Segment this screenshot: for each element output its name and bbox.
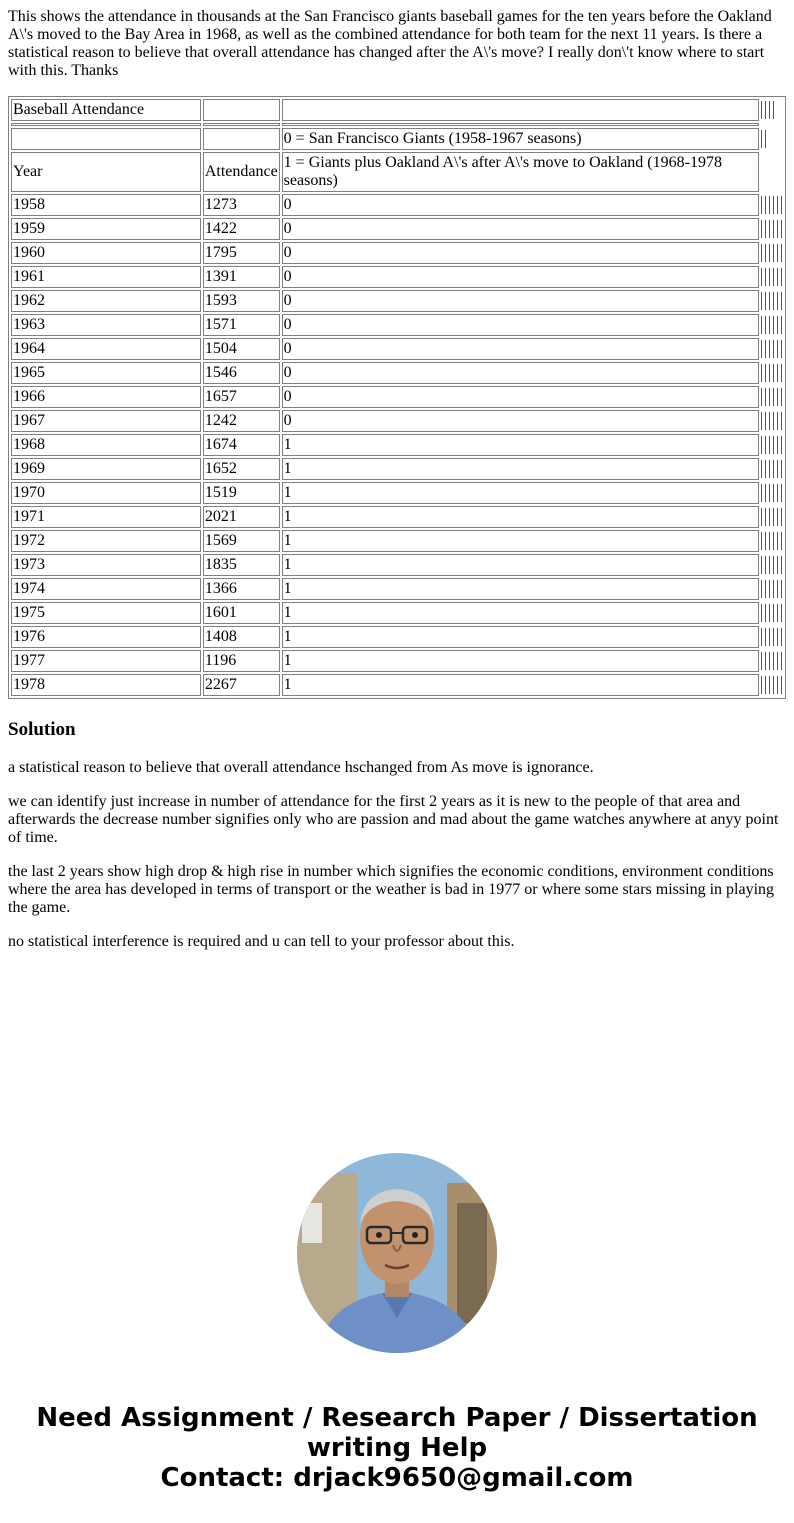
empty-cell <box>761 152 783 192</box>
year-cell: 1973 <box>11 554 201 576</box>
table-row <box>11 530 783 552</box>
decorative-bars <box>761 99 783 121</box>
year-cell: 1976 <box>11 626 201 648</box>
table-row <box>11 386 783 408</box>
col-year-header: Year <box>11 152 201 192</box>
year-cell: 1962 <box>11 290 201 312</box>
attendance-cell: 1391 <box>203 266 280 288</box>
year-cell: 1977 <box>11 650 201 672</box>
attendance-cell: 1795 <box>203 242 280 264</box>
decorative-bars <box>761 290 783 312</box>
decorative-bars <box>761 218 783 240</box>
promo-banner <box>0 1403 794 1493</box>
decorative-bars <box>761 386 783 408</box>
year-cell: 1966 <box>11 386 201 408</box>
year-cell: 1967 <box>11 410 201 432</box>
attendance-cell: 1571 <box>203 314 280 336</box>
decorative-bars <box>761 530 783 552</box>
team-code-cell: 0 <box>282 338 759 360</box>
header-row <box>11 152 783 192</box>
decorative-bars <box>761 578 783 600</box>
team-code-cell: 0 <box>282 218 759 240</box>
team-code-cell: 0 <box>282 194 759 216</box>
table-row <box>11 650 783 672</box>
team-code-cell: 0 <box>282 290 759 312</box>
attendance-cell: 1546 <box>203 362 280 384</box>
team-code-cell: 0 <box>282 386 759 408</box>
solution-paragraph: we can identify just increase in number of attendance for the first 2 years as it is new to the people of that area and afterwards the decrease number signifies only who are passion and mad about the game watches anywhere at anyy point of time. <box>8 793 779 846</box>
table-row <box>11 578 783 600</box>
table-row <box>11 314 783 336</box>
year-cell: 1964 <box>11 338 201 360</box>
table-row <box>11 482 783 504</box>
attendance-cell: 1422 <box>203 218 280 240</box>
table-row <box>11 506 783 528</box>
table-row <box>11 338 783 360</box>
table-row <box>11 362 783 384</box>
attendance-cell: 1196 <box>203 650 280 672</box>
solution-paragraph: no statistical interference is required and u can tell to your professor about this. <box>8 933 515 950</box>
legend-0: 0 = San Francisco Giants (1958-1967 seasons) <box>282 128 759 150</box>
year-cell: 1971 <box>11 506 201 528</box>
year-cell: 1960 <box>11 242 201 264</box>
table-title: Baseball Attendance <box>11 99 201 121</box>
decorative-bars <box>761 626 783 648</box>
year-cell: 1969 <box>11 458 201 480</box>
attendance-cell: 2021 <box>203 506 280 528</box>
table-row <box>11 458 783 480</box>
solution-paragraph: a statistical reason to believe that overall attendance hschanged from As move is ignorance. <box>8 759 594 776</box>
table-row <box>11 434 783 456</box>
year-cell: 1963 <box>11 314 201 336</box>
decorative-bars <box>761 434 783 456</box>
attendance-cell: 1273 <box>203 194 280 216</box>
separator-row <box>11 123 783 126</box>
year-cell: 1975 <box>11 602 201 624</box>
team-code-cell: 1 <box>282 434 759 456</box>
year-cell: 1959 <box>11 218 201 240</box>
legend0-row <box>11 128 783 150</box>
team-code-cell: 0 <box>282 242 759 264</box>
team-code-cell: 1 <box>282 554 759 576</box>
author-avatar <box>297 1153 497 1353</box>
attendance-cell: 1601 <box>203 602 280 624</box>
empty-cell <box>203 128 280 150</box>
legend-1: 1 = Giants plus Oakland A\'s after A\'s move to Oakland (1968-1978 seasons) <box>282 152 759 192</box>
decorative-bars <box>761 362 783 384</box>
year-cell: 1961 <box>11 266 201 288</box>
decorative-bars <box>761 410 783 432</box>
attendance-cell: 1242 <box>203 410 280 432</box>
team-code-cell: 1 <box>282 674 759 696</box>
table-title-row <box>11 99 783 121</box>
decorative-bars <box>761 338 783 360</box>
team-code-cell: 0 <box>282 410 759 432</box>
attendance-cell: 1652 <box>203 458 280 480</box>
team-code-cell: 1 <box>282 482 759 504</box>
col-attendance-header: Attendance <box>203 152 280 192</box>
team-code-cell: 0 <box>282 362 759 384</box>
year-cell: 1972 <box>11 530 201 552</box>
table-row <box>11 626 783 648</box>
year-cell: 1965 <box>11 362 201 384</box>
table-row <box>11 290 783 312</box>
promo-contact: Contact: drjack9650@gmail.com <box>160 1463 634 1493</box>
year-cell: 1968 <box>11 434 201 456</box>
team-code-cell: 1 <box>282 530 759 552</box>
table-row <box>11 602 783 624</box>
year-cell: 1974 <box>11 578 201 600</box>
decorative-bars <box>761 266 783 288</box>
team-code-cell: 0 <box>282 266 759 288</box>
empty-cell <box>11 128 201 150</box>
decorative-bars <box>761 482 783 504</box>
team-code-cell: 0 <box>282 314 759 336</box>
year-cell: 1970 <box>11 482 201 504</box>
decorative-bars <box>761 458 783 480</box>
decorative-bars <box>761 194 783 216</box>
table-row <box>11 410 783 432</box>
attendance-cell: 1593 <box>203 290 280 312</box>
attendance-table <box>8 96 786 699</box>
table-row <box>11 218 783 240</box>
solution-paragraph: the last 2 years show high drop & high rise in number which signifies the economic conditions, environment conditions where the area has developed in terms of transport or the weather is bad in 1977 or where some stars missing in playing the game. <box>8 863 775 916</box>
attendance-cell: 1657 <box>203 386 280 408</box>
attendance-cell: 2267 <box>203 674 280 696</box>
empty-cell <box>282 99 759 121</box>
decorative-bars <box>761 674 783 696</box>
table-row <box>11 674 783 696</box>
team-code-cell: 1 <box>282 458 759 480</box>
decorative-bars <box>761 128 783 150</box>
decorative-bars <box>761 242 783 264</box>
team-code-cell: 1 <box>282 650 759 672</box>
promo-line: Need Assignment / Research Paper / Dissertation <box>36 1403 758 1433</box>
attendance-cell: 1408 <box>203 626 280 648</box>
promo-line: writing Help <box>306 1433 488 1463</box>
team-code-cell: 1 <box>282 506 759 528</box>
team-code-cell: 1 <box>282 578 759 600</box>
empty-cell <box>203 99 280 121</box>
table-row <box>11 266 783 288</box>
solution-heading: Solution <box>8 719 76 740</box>
table-row <box>11 242 783 264</box>
table-row <box>11 554 783 576</box>
year-cell: 1978 <box>11 674 201 696</box>
decorative-bars <box>761 506 783 528</box>
attendance-cell: 1674 <box>203 434 280 456</box>
decorative-bars <box>761 314 783 336</box>
attendance-cell: 1504 <box>203 338 280 360</box>
decorative-bars <box>761 554 783 576</box>
team-code-cell: 1 <box>282 602 759 624</box>
attendance-cell: 1569 <box>203 530 280 552</box>
attendance-cell: 1835 <box>203 554 280 576</box>
team-code-cell: 1 <box>282 626 759 648</box>
decorative-bars <box>761 650 783 672</box>
question-text: This shows the attendance in thousands at the San Francisco giants baseball games for the ten years before the Oakland A\'s moved to the Bay Area in 1968, as well as the combined attendance for both team for the next 11 years. Is there a statistical reason to believe that overall attendance has changed after the A\'s move? I really don\'t know where to start with this. Thanks <box>8 8 772 79</box>
decorative-bars <box>761 602 783 624</box>
table-row <box>11 194 783 216</box>
portrait-image <box>297 1153 497 1353</box>
attendance-cell: 1366 <box>203 578 280 600</box>
attendance-cell: 1519 <box>203 482 280 504</box>
year-cell: 1958 <box>11 194 201 216</box>
